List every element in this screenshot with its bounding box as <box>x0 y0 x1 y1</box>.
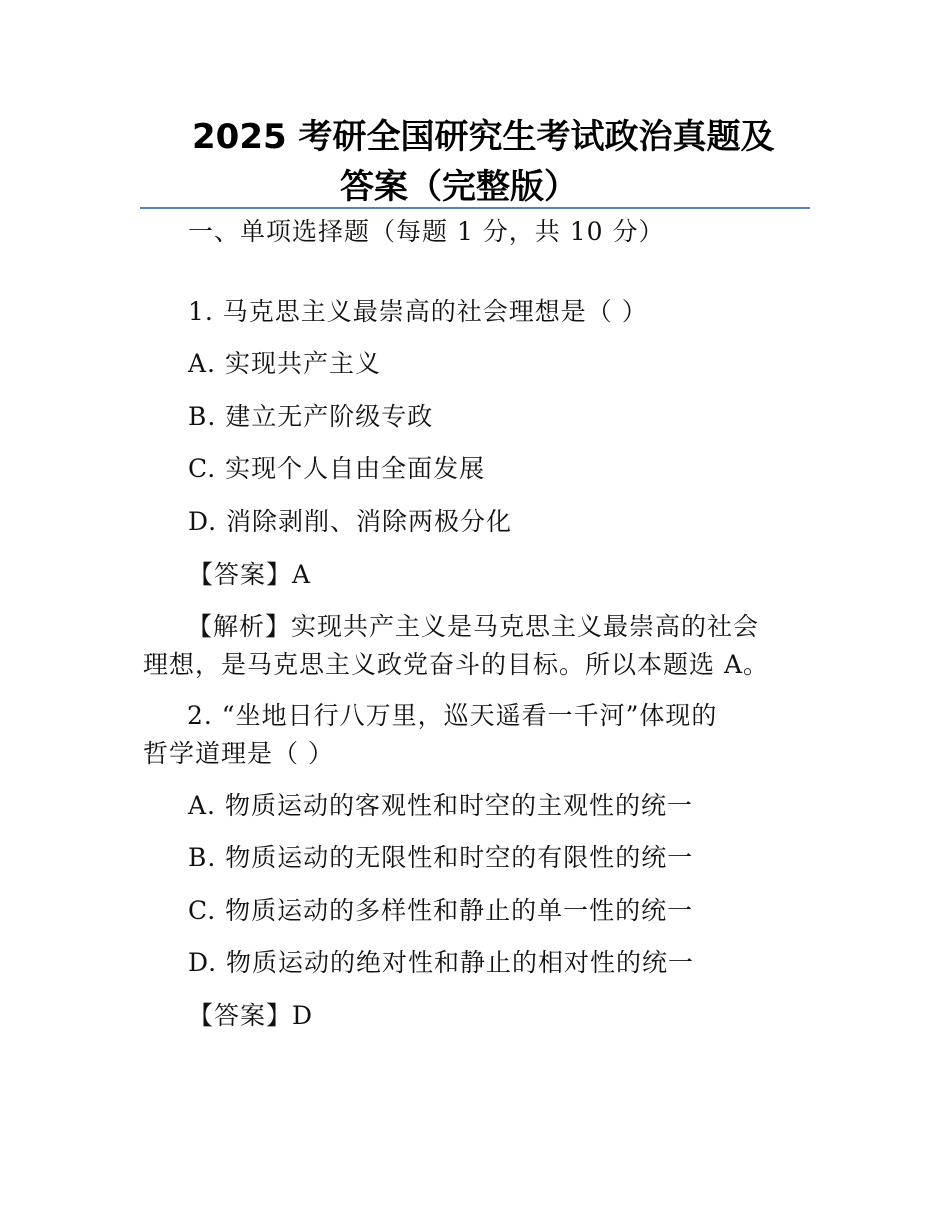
question-1-option-b: B. 建立无产阶级专政 <box>188 402 434 431</box>
question-1-analysis <box>143 608 808 684</box>
question-1-option-c: C. 实现个人自由全面发展 <box>188 454 486 483</box>
question-1-option-d: D. 消除剥削、消除两极分化 <box>188 507 513 536</box>
question-2-option-c: C. 物质运动的多样性和静止的单一性的统一 <box>188 896 694 925</box>
question-1-option-a: A. 实现共产主义 <box>188 349 381 378</box>
question-2-option-a: A. 物质运动的客观性和时空的主观性的统一 <box>188 791 693 820</box>
question-2-stem-line-2: 哲学道理是（ ） <box>143 739 334 768</box>
title-line-1: 2025 考研全国研究生考试政治真题及 <box>192 117 775 157</box>
title-line-2: 答案（完整版） <box>340 167 578 207</box>
question-2-stem <box>143 697 808 773</box>
title-divider <box>140 207 810 209</box>
question-1-analysis-line-1: 【解析】实现共产主义是马克思主义最崇高的社会 <box>187 612 760 641</box>
question-2-stem-line-1: 2. “坐地日行八万里，巡天遥看一千河”体现的 <box>187 701 718 730</box>
document-title <box>140 112 810 212</box>
question-1-analysis-line-2: 理想，是马克思主义政党奋斗的目标。所以本题选 A。 <box>143 650 770 679</box>
question-1-stem: 1. 马克思主义最崇高的社会理想是（ ） <box>188 297 648 326</box>
section-heading: 一、单项选择题（每题 1 分，共 10 分） <box>188 217 665 246</box>
question-2-option-b: B. 物质运动的无限性和时空的有限性的统一 <box>188 843 694 872</box>
question-2-option-d: D. 物质运动的绝对性和静止的相对性的统一 <box>188 948 695 977</box>
question-1-answer: 【答案】A <box>188 560 312 589</box>
question-2-answer: 【答案】D <box>188 1001 314 1030</box>
